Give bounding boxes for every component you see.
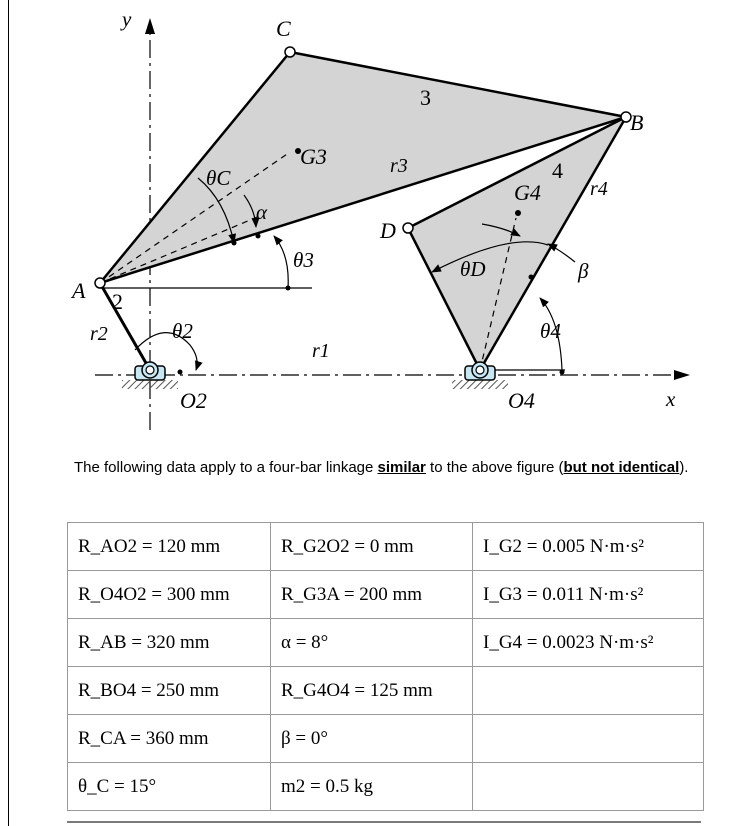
theta4-end-dot	[560, 370, 565, 375]
vector-r2: r2	[90, 323, 108, 345]
theta2-end-dot	[178, 370, 183, 375]
y-axis-label: y	[122, 7, 132, 31]
table-row	[68, 571, 704, 619]
joint-D	[403, 223, 413, 233]
table-cell: I_G2 = 0.005 N·m·s²	[473, 523, 704, 571]
alpha-end-dot	[256, 234, 261, 239]
vector-r3: r3	[390, 155, 408, 177]
table-cell: θ_C = 15°	[68, 763, 271, 811]
table-cell: R_AB = 320 mm	[68, 619, 271, 667]
table-cell: R_BO4 = 250 mm	[68, 667, 271, 715]
G4-dot	[515, 210, 521, 216]
label-G4: G4	[514, 180, 541, 205]
x-axis-label: x	[666, 387, 676, 411]
table-row	[68, 619, 704, 667]
table-cell: R_G4O4 = 125 mm	[271, 667, 473, 715]
label-G3: G3	[300, 144, 327, 169]
link-number-2: 2	[112, 289, 123, 314]
linkage-data-table	[67, 522, 704, 811]
thetaC-end-dot	[232, 241, 237, 246]
beta-end-dot	[529, 275, 534, 280]
angle-beta: β	[578, 259, 589, 283]
table-cell	[473, 715, 704, 763]
theta3-arc	[274, 236, 288, 288]
y-axis-arrow-icon	[145, 18, 155, 34]
x-axis-arrow-icon	[674, 370, 690, 380]
angle-thetaD: θD	[460, 257, 486, 281]
table-row	[68, 763, 704, 811]
caption-emphasis-similar: similar	[377, 459, 426, 476]
link-number-4: 4	[552, 158, 563, 183]
angle-theta3: θ3	[293, 248, 314, 272]
table-cell: R_AO2 = 120 mm	[68, 523, 271, 571]
label-A: A	[72, 278, 86, 303]
table-cell	[473, 763, 704, 811]
table-row	[68, 523, 704, 571]
figure-caption	[74, 455, 714, 481]
table-row	[68, 715, 704, 763]
joint-A	[95, 278, 105, 288]
joint-C	[285, 47, 295, 57]
table-cell: R_G3A = 200 mm	[271, 571, 473, 619]
beta-arc	[548, 244, 575, 262]
table-cell: R_G2O2 = 0 mm	[271, 523, 473, 571]
label-O2: O2	[180, 388, 207, 413]
caption-text-2: to the above figure (	[425, 459, 564, 476]
theta3-end-dot	[286, 286, 291, 291]
angle-alpha: α	[256, 200, 268, 224]
table-cell: I_G4 = 0.0023 N·m·s²	[473, 619, 704, 667]
label-B: B	[630, 110, 644, 135]
label-D: D	[380, 218, 396, 243]
label-C: C	[276, 16, 291, 41]
table-cell: m2 = 0.5 kg	[271, 763, 473, 811]
caption-text-1: The following data apply to a four-bar linkage	[74, 459, 378, 476]
table-cell: α = 8°	[271, 619, 473, 667]
table-row	[68, 667, 704, 715]
table-cell: R_CA = 360 mm	[68, 715, 271, 763]
angle-theta2: θ2	[172, 319, 193, 343]
label-O4: O4	[508, 388, 535, 413]
angle-theta4: θ4	[540, 319, 561, 343]
table-cell	[473, 667, 704, 715]
vector-r4: r4	[590, 178, 608, 200]
table-cell: I_G3 = 0.011 N·m·s²	[473, 571, 704, 619]
vector-r1: r1	[312, 340, 330, 362]
link-number-3: 3	[420, 85, 431, 110]
caption-emphasis-not-identical: but not identical	[563, 459, 680, 476]
bottom-divider	[67, 821, 701, 823]
caption-text-3: ).	[679, 459, 689, 476]
angle-thetaC: θC	[206, 166, 231, 190]
table-cell: R_O4O2 = 300 mm	[68, 571, 271, 619]
table-cell: β = 0°	[271, 715, 473, 763]
